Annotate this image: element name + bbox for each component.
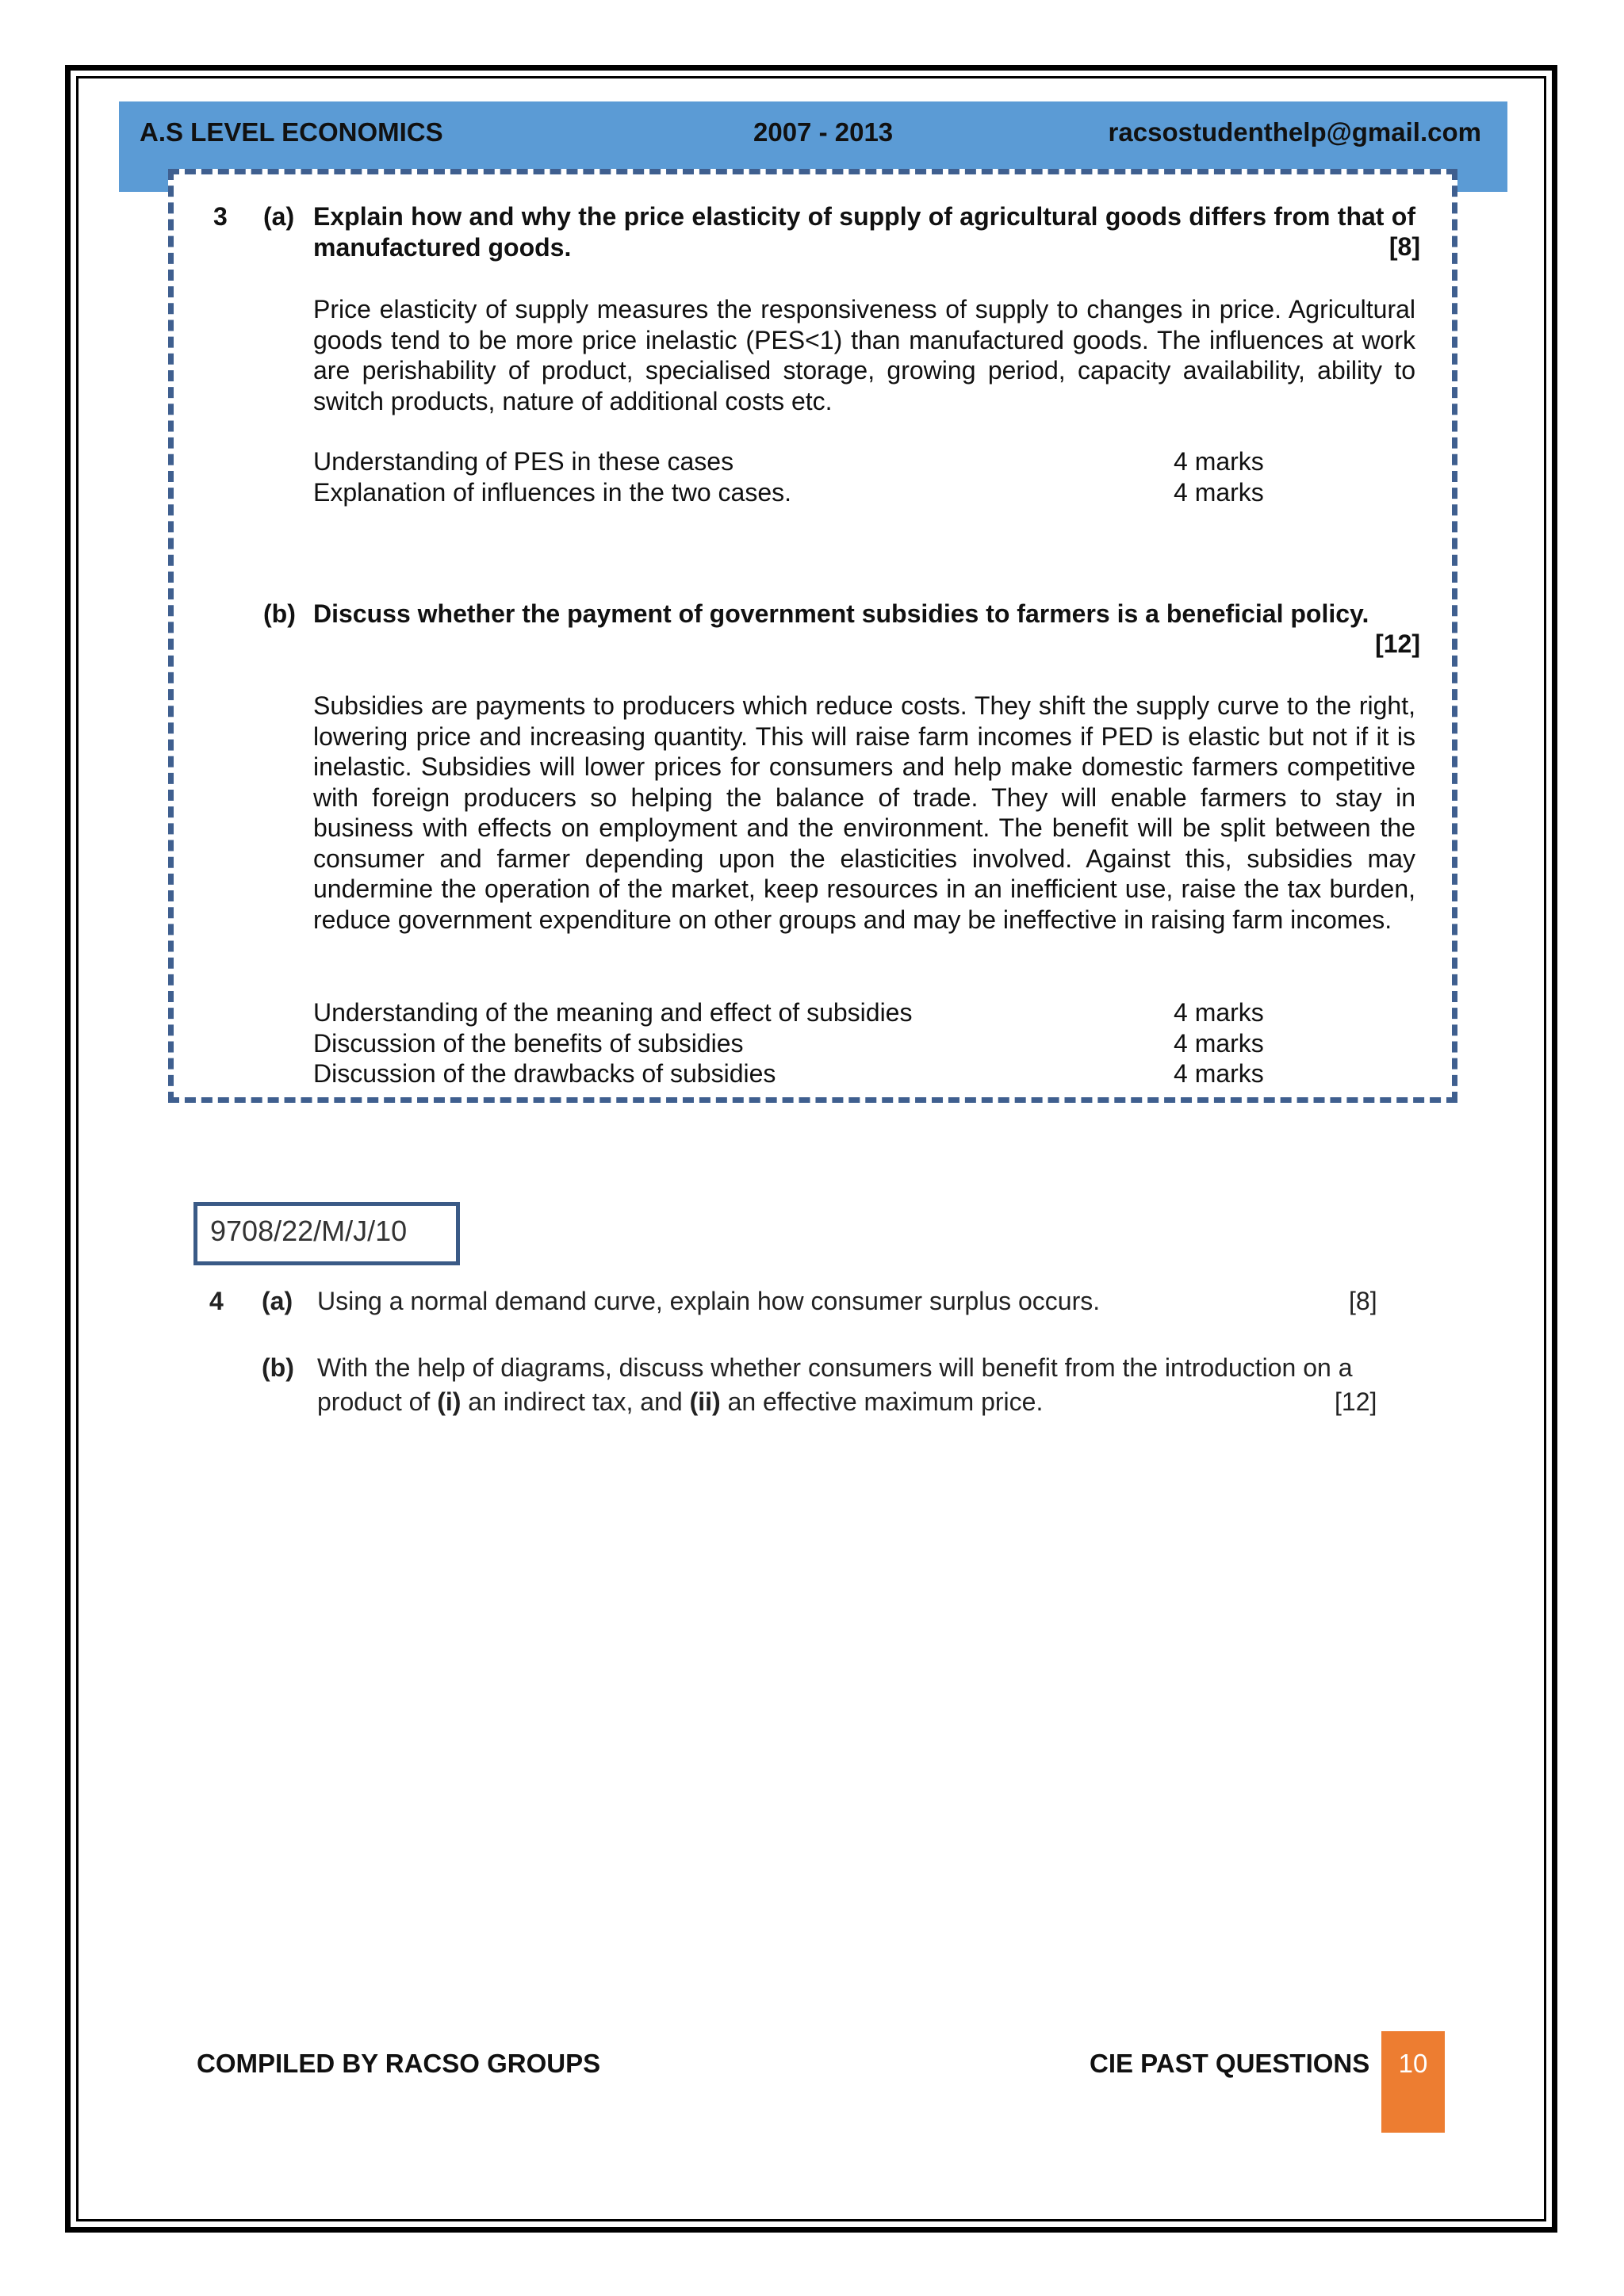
question-3b-marks: [12] <box>1375 629 1420 658</box>
question-4b-mid: an indirect tax, and <box>468 1387 683 1416</box>
question-3a-text: Explain how and why the price elasticity of supply of agricultural goods differs from that of manufactured goods. <box>313 202 1415 262</box>
header-email: racsostudenthelp@gmail.com <box>1108 117 1481 147</box>
criteria-label: Understanding of PES in these cases <box>313 447 734 476</box>
part-label-b: (b) <box>263 599 296 628</box>
answer-3a-text: Price elasticity of supply measures the responsiveness of supply to changes in price. Agricultural goods tend to be more price inelastic (PES<1) than manufactured goods. The influences at work are perishability of product, specialised storage, growing period, capacity availability, ability to switch products, nature of additional costs etc. <box>313 295 1415 415</box>
criteria-marks: 4 marks <box>1174 1028 1264 1058</box>
answer-box-q3 <box>168 169 1457 1103</box>
criteria-marks: 4 marks <box>1174 1059 1264 1088</box>
question-4a-marks: [8] <box>1349 1287 1377 1315</box>
page-number: 10 <box>1381 2031 1445 2133</box>
roman-i: (i) <box>437 1387 462 1416</box>
criteria-row <box>313 446 1332 477</box>
criteria-3b <box>313 997 1332 1089</box>
roman-ii: (ii) <box>689 1387 721 1416</box>
criteria-label: Discussion of the benefits of subsidies <box>313 1028 744 1058</box>
question-4b-end: an effective maximum price. <box>727 1387 1044 1416</box>
part-label-a: (a) <box>263 202 295 231</box>
criteria-row <box>313 1058 1332 1089</box>
criteria-row <box>313 477 1332 508</box>
part-label-a: (a) <box>262 1287 293 1315</box>
question-4b-marks: [12] <box>1335 1387 1377 1416</box>
question-3b-text: Discuss whether the payment of government subsidies to farmers is a beneficial policy. <box>313 599 1369 628</box>
question-4b-text <box>317 1351 1380 1419</box>
answer-3b-text: Subsidies are payments to producers which reduce costs. They shift the supply curve to the right, lowering price and increasing quantity. This will raise farm incomes if PED is elastic but not if it is inelastic. Subsidies will lower prices for consumers and help make domestic farmers competitive with foreign producers so helping the balance of trade. They will enable farmers to stay in business with effects on employment and the environment. The benefit will be split between the consumer and farmer depending upon the elasticities involved. Against this, subsidies may undermine the operation of the market, keep resources in an inefficient use, raise the tax burden, reduce government expenditure on other groups and may be ineffective in raising farm incomes. <box>313 691 1415 934</box>
footer-left: COMPILED BY RACSO GROUPS <box>197 2049 601 2078</box>
criteria-row <box>313 997 1332 1028</box>
question-4a-text: Using a normal demand curve, explain how consumer surplus occurs. <box>317 1287 1101 1315</box>
part-label-b: (b) <box>262 1353 294 1382</box>
criteria-row <box>313 1028 1332 1059</box>
criteria-label: Discussion of the drawbacks of subsidies <box>313 1059 776 1088</box>
question-3a-marks: [8] <box>1388 232 1420 261</box>
question-4b-start: With the help of diagrams, discuss whether consumers will benefit from the introduction on a product of <box>317 1353 1353 1416</box>
criteria-marks: 4 marks <box>1174 447 1264 476</box>
header-years: 2007 - 2013 <box>753 117 894 147</box>
criteria-label: Understanding of the meaning and effect of subsidies <box>313 998 913 1027</box>
criteria-marks: 4 marks <box>1174 477 1264 507</box>
criteria-marks: 4 marks <box>1174 998 1264 1027</box>
footer-right: CIE PAST QUESTIONS <box>1090 2049 1370 2078</box>
question-number: 4 <box>209 1287 224 1315</box>
paper-code: 9708/22/M/J/10 <box>193 1202 460 1265</box>
criteria-3a <box>313 446 1332 507</box>
header-title: A.S LEVEL ECONOMICS <box>140 117 443 147</box>
question-number: 3 <box>213 202 228 231</box>
criteria-label: Explanation of influences in the two cases. <box>313 477 792 507</box>
